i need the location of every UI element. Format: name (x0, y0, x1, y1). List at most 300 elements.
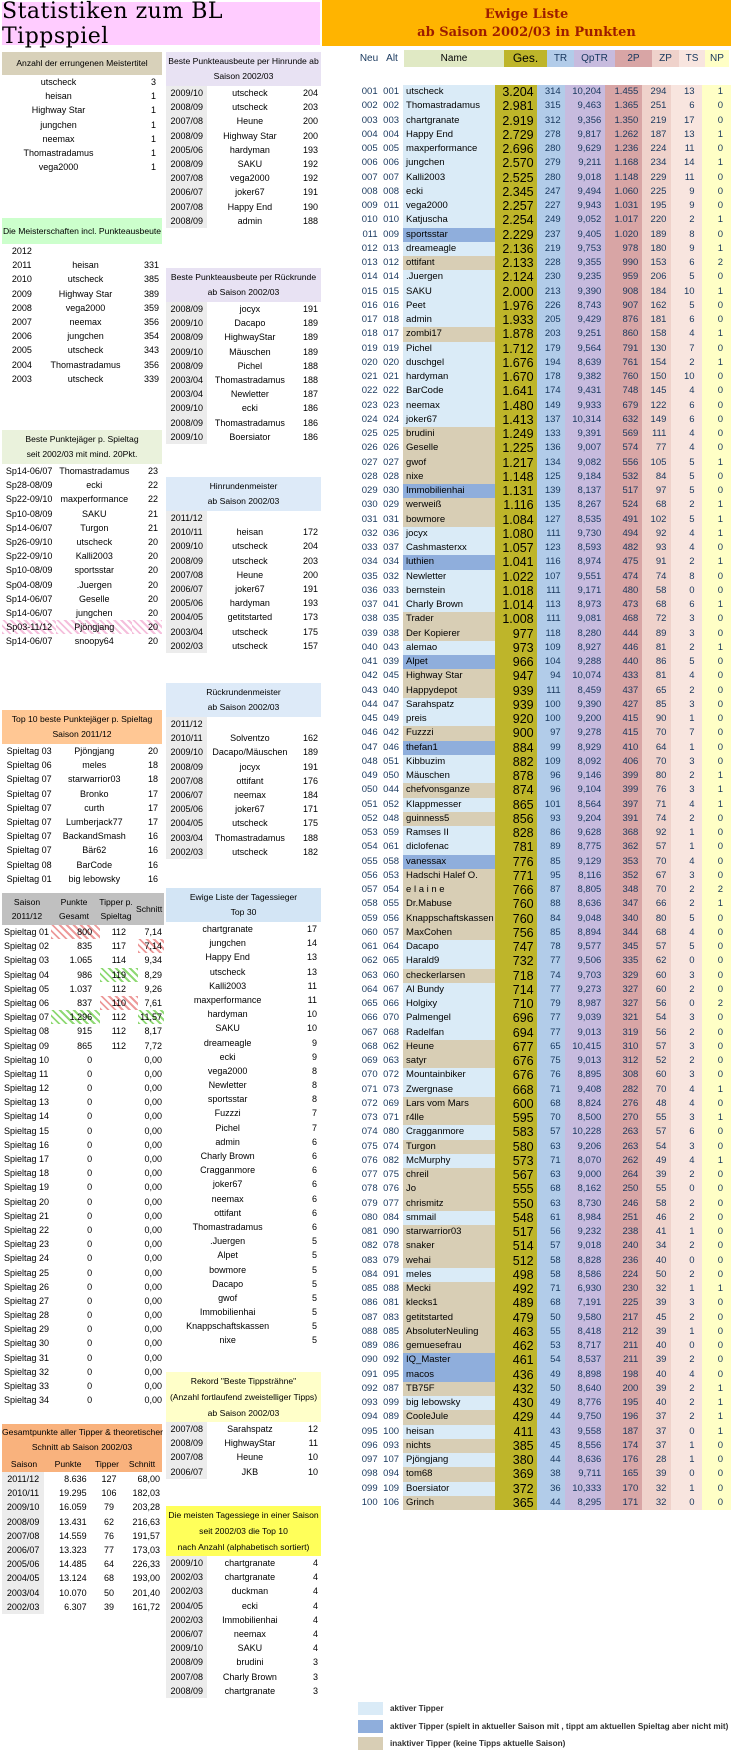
ewige-liste-row (358, 1040, 731, 1054)
ewige-liste-row (358, 427, 731, 441)
table-cell: 5 (671, 484, 701, 498)
table-cell: 37 (642, 1439, 671, 1453)
ewige-liste-row (358, 370, 731, 384)
ewige-liste-row (358, 612, 731, 626)
ewige-liste-row (358, 912, 731, 926)
table-cell: 074 (383, 1140, 400, 1152)
table-cell: 0,00 (144, 1281, 162, 1292)
table-row (166, 1319, 321, 1333)
table-cell (100, 1195, 138, 1209)
table-cell: 0 (87, 1168, 93, 1179)
table-cell: dreameagle (203, 1037, 252, 1048)
table-cell: 8,973 (565, 598, 606, 612)
table-cell: 966 (495, 655, 536, 669)
table-cell: 18 (147, 760, 158, 771)
tipper-name: snaker (403, 1239, 495, 1253)
table-cell: 406 (605, 755, 642, 769)
table-cell: 9,391 (565, 427, 606, 441)
table-cell: 5 (671, 470, 701, 484)
table-cell: 216,63 (132, 1516, 160, 1527)
table-cell: 112 (111, 1026, 127, 1037)
table-cell: 178 (537, 370, 565, 384)
table-cell: 025 (383, 428, 400, 439)
table-cell: 10,074 (565, 669, 606, 683)
table-row (166, 302, 321, 316)
table-row (2, 592, 162, 606)
table-cell: 230 (537, 270, 565, 284)
table-cell: 8,295 (565, 1496, 606, 1510)
table-cell: 019 (361, 342, 378, 354)
table-cell: 0 (702, 983, 731, 997)
table-cell: 0,00 (144, 1182, 162, 1193)
tipper-name: maxperformance (403, 142, 495, 156)
table-cell: 280 (537, 171, 565, 185)
table-cell: 2003/04 (166, 625, 207, 639)
ewige-liste-row (358, 1182, 731, 1196)
table-cell: 020 (383, 356, 400, 368)
table-cell: 062 (383, 1040, 400, 1052)
table-row (166, 316, 321, 330)
tipper-name: jungchen (403, 156, 495, 170)
table-cell: 399 (605, 783, 642, 797)
table-cell: 071 (361, 1083, 378, 1095)
table-cell: 3 (312, 1671, 318, 1682)
table-cell: 64 (104, 1559, 115, 1570)
table-cell: 175 (302, 818, 318, 829)
table-row (2, 1486, 162, 1500)
ewige-liste-row (358, 555, 731, 569)
table-cell: ottifant (236, 775, 264, 786)
table-cell: 0 (87, 1196, 93, 1207)
tipper-status-legend (358, 1700, 728, 1753)
table-cell: 220 (642, 213, 671, 227)
table-cell: 0 (702, 669, 731, 683)
table-cell: 747 (495, 940, 536, 954)
table-cell: 0 (702, 1325, 731, 1339)
table-saison-2011-12 (2, 893, 164, 1407)
table-cell: 0 (702, 1026, 731, 1040)
table-cell: 20 (147, 565, 158, 576)
table-row (2, 843, 162, 857)
table-cell: 0 (87, 1224, 93, 1235)
ewige-liste-banner (322, 0, 731, 46)
table-cell: Thomastradamus (23, 147, 94, 158)
table-cell: Thomastradamus (214, 417, 285, 428)
table-cell: 1 (671, 1225, 701, 1239)
table-cell: 0 (702, 869, 731, 883)
table-cell: 679 (605, 399, 642, 413)
table-cell: 80 (642, 912, 671, 926)
table-cell: 430 (495, 1396, 536, 1410)
legend-item (358, 1735, 728, 1753)
table-cell: 4 (671, 1097, 701, 1111)
table-cell: 835 (77, 941, 93, 952)
table-cell: HighwayStar (224, 332, 276, 343)
table-cell: 072 (383, 1069, 400, 1081)
table-row (166, 214, 321, 228)
table-cell: 760 (495, 912, 536, 926)
tipper-name: bernstein (403, 584, 495, 598)
ewige-liste-row (358, 1239, 731, 1253)
table-cell: 8 (311, 1094, 317, 1105)
table-row (166, 625, 321, 639)
table-cell: 040 (361, 641, 378, 653)
table-cell: 310 (605, 1040, 642, 1054)
ewige-liste-row (358, 1311, 731, 1325)
table-rueckrunde-ausbeute (166, 268, 321, 444)
tipper-name: utscheck (403, 85, 495, 99)
table-cell: 74 (642, 812, 671, 826)
table-cell: 1.933 (495, 313, 536, 327)
table-row (2, 1322, 164, 1336)
table-cell: 091 (361, 1368, 378, 1380)
table-cell: 67 (642, 869, 671, 883)
table-title: Beste Punktejäger p. Spieltag seit 2002/03 mit mind. 20Pkt. (2, 430, 162, 464)
table-column-headers: Saison 2011/12 Punkte Gesamt Tipper p. Spieltag Schnitt (2, 893, 164, 925)
table-cell: 4 (671, 1368, 701, 1382)
table-row (2, 744, 162, 758)
legend-item (358, 1718, 728, 1736)
table-row (166, 1163, 321, 1177)
ewige-liste-row (358, 399, 731, 413)
ewige-liste-row (358, 242, 731, 256)
table-cell: 162 (642, 299, 671, 313)
table-cell: 68 (537, 1182, 565, 1196)
table-cell: 036 (383, 527, 400, 539)
table-cell: 1 (702, 527, 731, 541)
table-cell: Highway Star (31, 105, 86, 116)
table-cell: joker67 (212, 1179, 243, 1190)
table-cell: 095 (383, 1368, 400, 1380)
table-cell: 081 (361, 1226, 378, 1237)
table-cell: 112 (111, 983, 127, 994)
table-row (166, 568, 321, 582)
table-cell: 8 (671, 570, 701, 584)
table-cell: 1.712 (495, 342, 536, 356)
table-cell: 2008/09 (166, 214, 207, 228)
table-cell: 55 (642, 1111, 671, 1125)
table-cell: 0 (702, 1296, 731, 1310)
table-cell: ecki (86, 480, 103, 491)
tipper-name: werweiß (403, 498, 495, 512)
table-cell: 947 (495, 669, 536, 683)
table-cell: 344 (605, 926, 642, 940)
table-cell: 1 (671, 826, 701, 840)
table-row (166, 993, 321, 1007)
table-cell: 7,14 (138, 939, 164, 953)
table-row (166, 185, 321, 199)
table-cell: Sp14-06/07 (5, 522, 53, 533)
tipper-name: luthien (403, 555, 495, 569)
table-cell: 173,03 (132, 1544, 160, 1555)
table-cell: 189 (302, 346, 318, 357)
table-cell: 046 (383, 741, 400, 753)
table-cell: Geselle (79, 593, 110, 604)
table-cell: 8,929 (565, 741, 606, 755)
table-cell: 033 (383, 584, 400, 596)
table-cell: 263 (605, 1125, 642, 1139)
tipper-name: meles (403, 1268, 495, 1282)
table-row (166, 86, 321, 100)
table-cell: 2.525 (495, 171, 536, 185)
table-cell: 0 (702, 1168, 731, 1182)
table-cell: Alpet (217, 1250, 238, 1261)
table-cell: 137 (537, 413, 565, 427)
table-cell: 0,00 (144, 1295, 162, 1306)
table-cell: 047 (361, 741, 378, 753)
table-cell: 181 (642, 313, 671, 327)
table-cell: 0 (87, 1182, 93, 1193)
table-cell: 70 (537, 1111, 565, 1125)
ewige-liste-row (358, 1197, 731, 1211)
table-cell: Spieltag 34 (4, 1395, 50, 1406)
table-cell: 028 (361, 470, 378, 482)
table-cell: Spieltag 03 (6, 746, 52, 756)
table-cell: 087 (361, 1311, 378, 1323)
table-cell: 4 (671, 1083, 701, 1097)
ewige-liste-row (358, 684, 731, 698)
table-cell: 882 (495, 755, 536, 769)
table-cell: 111 (537, 527, 565, 541)
table-cell: 0 (702, 1268, 731, 1282)
table-cell: 959 (605, 270, 642, 284)
table-cell: SAKU (82, 508, 107, 519)
table-cell: 548 (495, 1211, 536, 1225)
table-cell: 191,57 (132, 1530, 160, 1541)
table-cell: 1.676 (495, 356, 536, 370)
table-cell: 70 (642, 1083, 671, 1097)
table-cell: 68 (642, 926, 671, 940)
table-cell: 1 (671, 1282, 701, 1296)
table-cell: 39 (642, 1296, 671, 1310)
table-cell: 080 (361, 1211, 378, 1223)
table-cell: 279 (537, 156, 565, 170)
table-row (2, 634, 162, 648)
table-cell: Thomastradamus (59, 466, 130, 476)
table-row (166, 1305, 321, 1319)
table-cell: 20 (147, 536, 158, 547)
table-cell: 39 (642, 1353, 671, 1367)
table-cell: 270 (605, 1111, 642, 1125)
table-cell: 907 (605, 299, 642, 313)
table-cell: 22 (147, 480, 158, 491)
table-rueckrundenmeister (166, 683, 321, 859)
table-cell: chartgranate (202, 924, 253, 934)
table-cell: 200 (605, 1382, 642, 1396)
table-cell: 1 (150, 119, 156, 130)
table-cell: 0,00 (144, 1224, 162, 1235)
table-cell: 229 (642, 171, 671, 185)
table-cell: jocyx (239, 761, 261, 772)
table-cell (100, 1067, 138, 1081)
table-cell: 135 (537, 498, 565, 512)
table-cell: 008 (383, 185, 400, 197)
ewige-liste-row (358, 926, 731, 940)
table-cell: 39 (642, 1168, 671, 1182)
table-cell: 55 (537, 1325, 565, 1339)
table-cell: 0 (671, 1425, 701, 1439)
table-cell: 9,494 (565, 185, 606, 199)
ewige-liste-row (358, 570, 731, 584)
table-cell: 109 (537, 641, 565, 655)
table-cell: 098 (361, 1468, 378, 1480)
table-row (166, 114, 321, 128)
table-cell: 8,640 (565, 1382, 606, 1396)
table-cell: Newletter (230, 389, 269, 400)
table-cell: 191 (302, 761, 318, 772)
table-cell: vega2000 (65, 302, 106, 313)
table-cell: 39 (104, 1601, 115, 1612)
table-cell: 2008/09 (166, 1655, 207, 1669)
table-cell: 226,33 (132, 1559, 160, 1570)
table-cell: 2007/08 (166, 774, 207, 788)
table-cell: 011 (383, 200, 400, 211)
table-row (2, 329, 162, 343)
table-cell: 5 (671, 456, 701, 470)
table-row (2, 1010, 164, 1024)
table-row (166, 157, 321, 171)
table-cell: 050 (361, 784, 378, 796)
table-cell: 56 (642, 997, 671, 1011)
table-cell: 012 (383, 257, 400, 268)
ewige-liste-row (358, 1068, 731, 1082)
tipper-name: Fuzzzi (403, 726, 495, 740)
table-cell: utscheck (67, 373, 104, 384)
ewige-liste-row (358, 869, 731, 883)
table-row (2, 620, 162, 634)
table-cell: duckman (231, 1586, 269, 1597)
table-cell: 016 (383, 299, 400, 311)
table-cell: 668 (495, 1083, 536, 1097)
table-cell: 041 (383, 599, 400, 610)
table-cell: 8,805 (565, 883, 606, 897)
table-cell: BackandSmash (62, 831, 126, 842)
table-row (166, 1613, 321, 1627)
table-cell: 8 (311, 1080, 317, 1091)
table-cell: Spieltag 32 (4, 1366, 50, 1377)
table-cell: 8,29 (144, 969, 162, 980)
table-cell: 187 (605, 1425, 642, 1439)
table-cell: 125 (537, 470, 565, 484)
table-cell: 171 (605, 1496, 642, 1510)
table-row (2, 787, 162, 801)
table-cell: 9,013 (565, 1054, 606, 1068)
table-cell: 5 (311, 1335, 317, 1346)
table-cell: 089 (361, 1340, 378, 1351)
table-cell: 61 (537, 1211, 565, 1225)
table-row (166, 845, 321, 859)
table-row (166, 1036, 321, 1050)
ewige-liste-row (358, 128, 731, 142)
table-cell: 086 (361, 1297, 378, 1309)
table-cell: 2005/06 (166, 143, 207, 157)
table-cell: 74 (537, 969, 565, 983)
table-cell: 179 (537, 342, 565, 356)
table-cell: 6 (311, 1207, 317, 1218)
table-cell: 9,104 (565, 783, 606, 797)
table-cell: 2008/09 (166, 554, 207, 568)
table-cell: 54 (642, 1011, 671, 1025)
table-cell: 876 (605, 313, 642, 327)
table-cell: 123 (537, 541, 565, 555)
table-cell: 107 (537, 570, 565, 584)
table-cell: 473 (605, 598, 642, 612)
table-beste-punktejaeger (2, 430, 162, 648)
table-row (2, 1109, 164, 1123)
table-cell: 053 (383, 869, 400, 881)
table-row (2, 372, 162, 386)
table-cell: 005 (361, 143, 378, 154)
table-cell: Lumberjack77 (66, 816, 123, 827)
tipper-name: nichts (403, 1439, 495, 1453)
ewige-liste-row (358, 156, 731, 170)
table-cell: 369 (495, 1467, 536, 1481)
table-cell: Happy End (205, 952, 250, 963)
table-cell: heisan (45, 91, 72, 102)
table-cell: 0 (87, 1083, 93, 1094)
table-cell: 0 (671, 954, 701, 968)
ewige-liste-row (358, 997, 731, 1011)
ewige-liste-row (358, 356, 731, 370)
table-cell: 9,703 (565, 969, 606, 983)
table-cell: 556 (605, 456, 642, 470)
table-cell: 1.641 (495, 384, 536, 398)
table-cell: Pjöngjang (74, 746, 115, 756)
table-cell: 0,00 (144, 1366, 162, 1377)
table-cell: Thomastradamus (192, 1221, 263, 1232)
table-cell: 012 (361, 242, 378, 254)
table-cell: 194 (537, 356, 565, 370)
table-cell: 436 (495, 1368, 536, 1382)
table-cell: 343 (143, 345, 159, 356)
table-row (166, 1684, 321, 1698)
table-cell: Spieltag 07 (6, 816, 52, 827)
ewige-liste-row (358, 1439, 731, 1453)
table-cell: 0 (702, 1211, 731, 1225)
table-row (2, 1393, 164, 1407)
table-cell: Knappschaftskassen (186, 1321, 270, 1332)
table-cell: Sp10-08/09 (5, 508, 53, 519)
tipper-name: checkerlarsen (403, 969, 495, 983)
table-cell: 694 (495, 1026, 536, 1040)
table-cell: 1 (702, 1154, 731, 1168)
ewige-liste-row (358, 1453, 731, 1467)
table-column-headers: Saison Punkte Tipper Schnitt (2, 1456, 162, 1472)
table-cell: 517 (605, 484, 642, 498)
tipper-name: macos (403, 1368, 495, 1382)
table-cell: 106 (383, 1496, 400, 1508)
table-cell: 89 (537, 840, 565, 854)
table-cell: 1 (702, 498, 731, 512)
table-cell: 097 (361, 1454, 378, 1465)
table-row (2, 464, 162, 478)
table-cell: 2 (702, 256, 731, 270)
ewige-liste-row (358, 413, 731, 427)
table-cell: 2004 (11, 359, 32, 370)
table-row (2, 578, 162, 592)
table-cell: 022 (383, 385, 400, 397)
table-cell: 224 (642, 142, 671, 156)
table-cell: 9,204 (565, 812, 606, 826)
table-cell: 1.060 (605, 185, 642, 199)
table-cell: 340 (605, 912, 642, 926)
tipper-name: heisan (403, 1425, 495, 1439)
table-row (2, 1280, 164, 1294)
table-cell: 030 (383, 485, 400, 496)
table-cell: 319 (605, 1026, 642, 1040)
table-cell: 074 (361, 1126, 378, 1138)
table-row (2, 1237, 164, 1251)
